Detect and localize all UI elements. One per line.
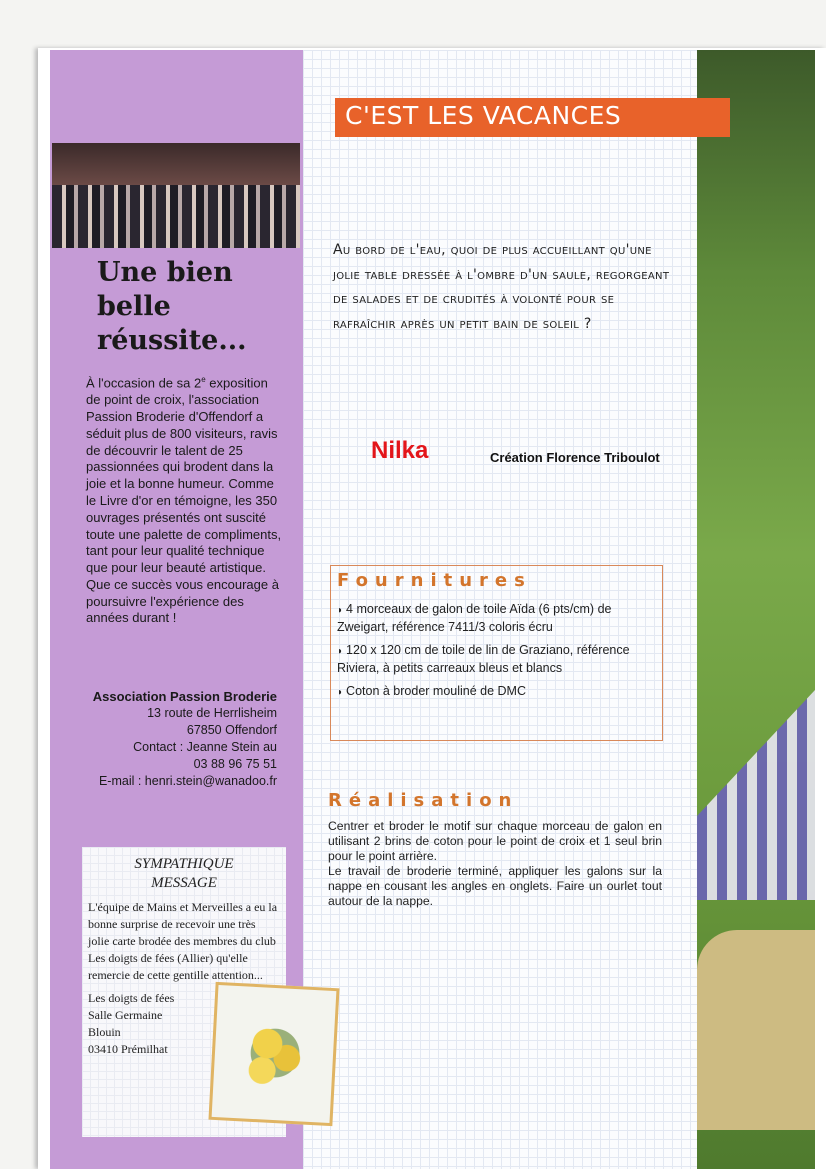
brand-logo: Nilka [371,437,429,464]
bullet-icon: ◗ [337,687,344,698]
club-address: Les doigts de fées Salle Germaine Blouin 03410 Prémilhat [88,991,175,1056]
embroidered-card-image [208,982,339,1126]
section-header: C'EST LES VACANCES [335,98,730,137]
fournitures-title: Fournitures [337,570,532,591]
supply-item: ◗ 4 morceaux de galon de toile Aïda (6 pts/cm) de Zweigart, référence 7411/3 coloris écru [337,602,612,634]
message-body: L'équipe de Mains et Merveilles a eu la bonne surprise de recevoir une très jolie carte brodée des membres du club Les doigts de fées (Allier) qu'elle remercie de cette gentille attention... [88,900,278,982]
supply-item: ◗ Coton à broder mouliné de DMC [337,684,526,698]
fournitures-box [330,565,663,741]
association-address: Association Passion Broderie 13 route de Herrlisheim 67850 Offendorf Contact : Jeanne Stein au 03 88 96 75 51 E-mail : henri.stein@wanadoo.fr [92,689,277,788]
bullet-icon: ◗ [337,646,344,657]
realisation-paragraph: Centrer et broder le motif sur chaque morceau de galon en utilisant 2 brins de coton pour le point de croix et 1 seul brin pour le point arrière. Le travail de broderie terminé, appliquer les galons sur la nappe en cousant les angles en onglets. Faire un ourlet tout autour de la nappe. [328,819,662,908]
intro-text: Au bord de l'eau, quoi de plus accueillant qu'une jolie table dressée à l'ombre d'un saule, regorgeant de salades et de crudités à volonté pour se rafraîchir après un petit bain de soleil ? [333,242,670,332]
message-title: SYMPATHIQUE MESSAGE [134,856,234,891]
supply-item: ◗ 120 x 120 cm de toile de lin de Graziano, référence Riviera, à petits carreaux bleus et blancs [337,643,630,675]
bullet-icon: ◗ [337,605,344,616]
article-body: À l'occasion de sa 2e exposition de point de croix, l'association Passion Broderie d'Offendorf a séduit plus de 800 visiteurs, ravis de découvrir le talent de 25 passionnées qui brodent dans la joie et la bonne humeur. Comme le Livre d'or en témoigne, les 350 ouvrages présentés ont suscité toute une palette de compliments, tant pour leur qualité technique que pour leur beauté artistique. Que ce succès vous encourage à poursuivre l'expérience des années durant ! [86,375,282,626]
realisation-section [328,790,662,909]
realisation-title: Réalisation [328,790,519,811]
article-title: Une bien belle réussite... [97,257,247,356]
basket-image [697,930,815,1130]
group-photo [52,143,300,248]
designer-credit: Création Florence Triboulot [490,450,660,465]
